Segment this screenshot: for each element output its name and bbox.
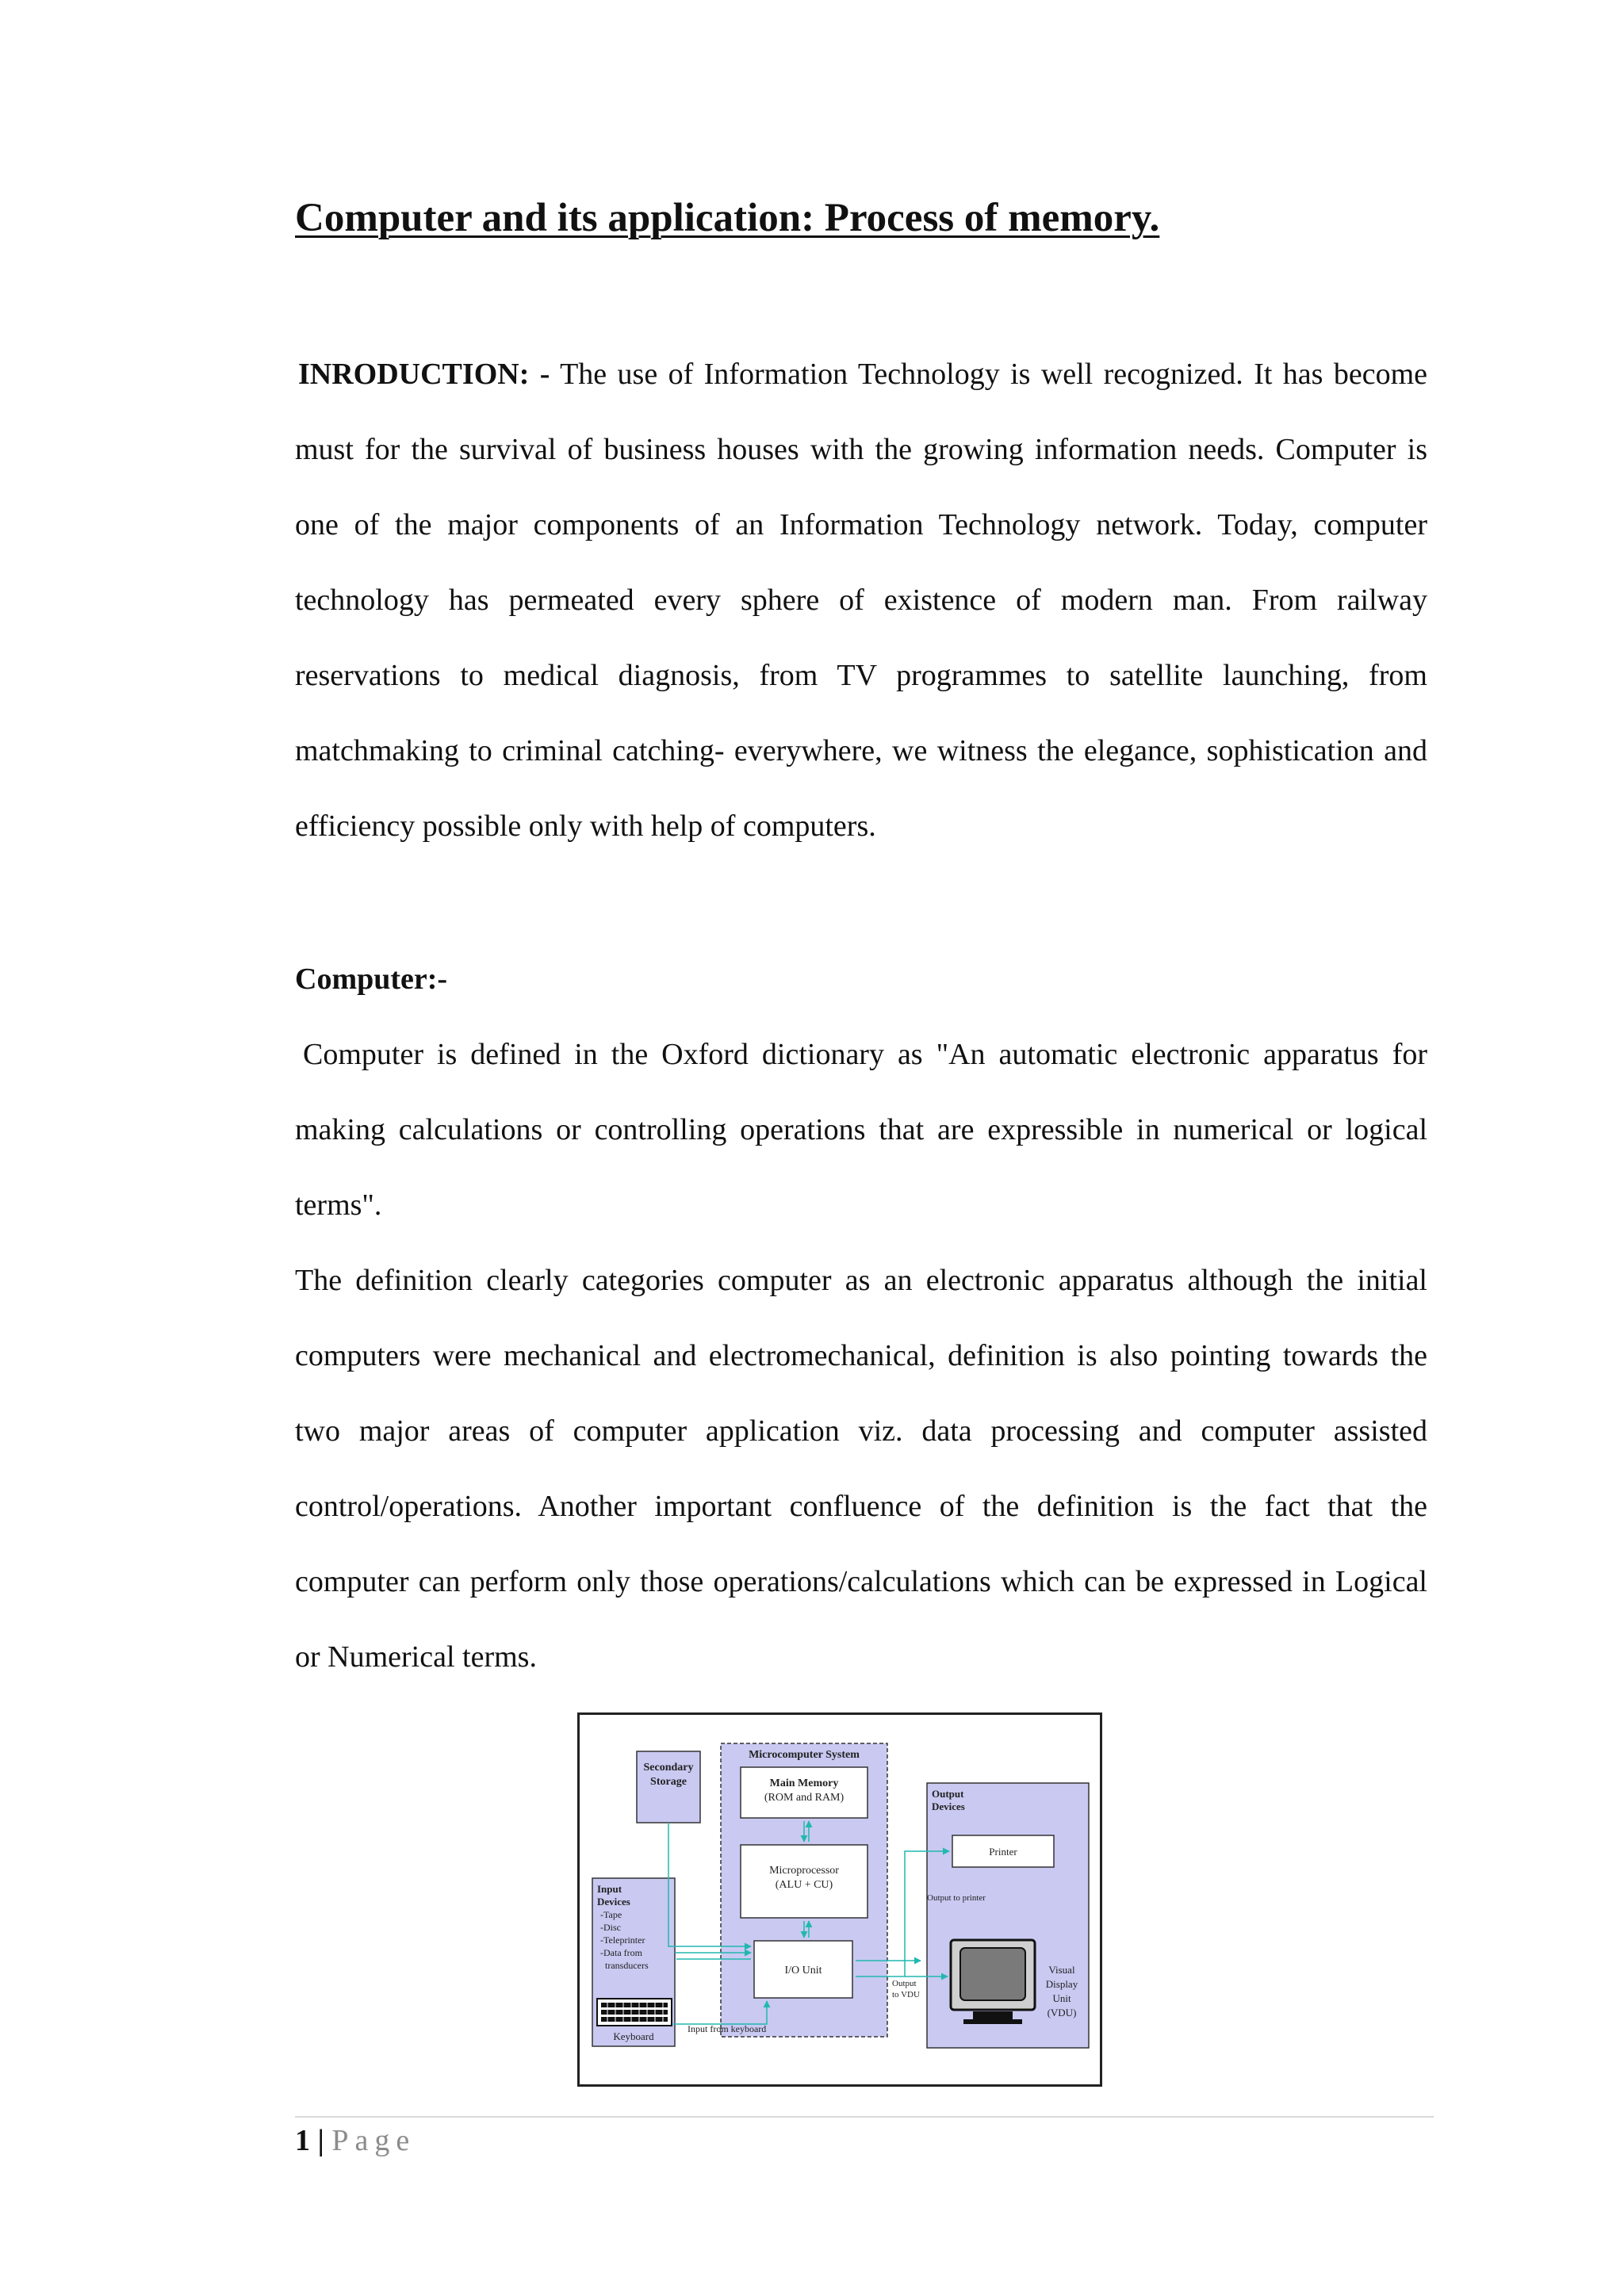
printer-label: Printer [989,1846,1017,1858]
io-unit-label: I/O Unit [784,1965,822,1976]
footer-separator: | [317,2124,324,2157]
input-devices-item-tape: -Tape [600,1909,622,1920]
input-devices-item-data-from: -Data from [600,1947,642,1958]
document-title: Computer and its application: Process of memory. [295,196,1160,240]
microprocessor-label-1: Microprocessor [769,1865,839,1877]
keyboard-label: Keyboard [613,2030,654,2042]
input-from-keyboard-label: Input from keyboard [688,2023,767,2034]
computer-heading: Computer:- [295,962,448,996]
output-to-vdu-label-1: Output [892,1979,917,1988]
vdu-label-2: Display [1045,1978,1078,1990]
page-label: Page [331,2124,416,2157]
input-devices-item-teleprinter: -Teleprinter [600,1934,645,1946]
input-devices-label-1: Input [597,1883,622,1895]
page-footer [295,2123,416,2158]
footer-divider [295,2116,1434,2118]
secondary-storage-label-1: Secondary [643,1762,694,1774]
introduction-lead: INRODUCTION: - [298,358,550,391]
input-devices-item-transducers: transducers [605,1960,649,1971]
definition-paragraph-1: Computer is defined in the Oxford dictionary as "An automatic electronic apparatus for making calculations or controlling operations that are expressible in numerical or logical terms". [295,1038,1427,1222]
vdu-label-3: Unit [1052,1992,1071,2004]
input-devices-label-2: Devices [597,1896,630,1908]
vdu-label-1: Visual [1048,1964,1075,1976]
microcomputer-diagram [577,1712,1102,2087]
input-devices-item-disc: -Disc [600,1922,621,1933]
introduction-body: The use of Information Technology is well recognized. It has become must for the survival of business houses with the growing information needs. Computer is one of the major components of an Information Technology network. Today, computer technology has permeated every sphere of existence of modern man. From railway reservations to medical diagnosis, from TV programmes to satellite launching, from matchmaking to criminal catching- everywhere, we witness the elegance, sophistication and efficiency possible only with help of computers. [295,358,1427,843]
output-devices-label-2: Devices [932,1800,965,1812]
output-devices-label-1: Output [932,1788,964,1800]
introduction-paragraph [295,337,1427,864]
microcomputer-diagram-svg [580,1715,1100,2084]
output-to-printer-label: Output to printer [927,1893,986,1903]
vdu-label-4: (VDU) [1047,2007,1077,2019]
main-memory-label-2: (ROM and RAM) [764,1792,845,1804]
secondary-storage-label-2: Storage [650,1776,687,1788]
microcomputer-system-label: Microcomputer System [749,1749,860,1761]
main-memory-label-1: Main Memory [769,1777,839,1789]
keyboard-icon [597,1999,672,2026]
page-number: 1 [295,2124,310,2157]
definition-paragraph-2: The definition clearly categories computer as an electronic apparatus although the initial computers were mechanical and electromechanical, definition is also pointing towards the two major areas of computer application viz. data processing and computer assisted control/operations. Another important confluence of the definition is the fact that the computer can perform only those operations/calculations which can be expressed in Logical or Numerical terms. [295,1264,1427,1674]
microprocessor-label-2: (ALU + CU) [775,1879,833,1891]
output-to-vdu-label-2: to VDU [892,1990,920,1999]
